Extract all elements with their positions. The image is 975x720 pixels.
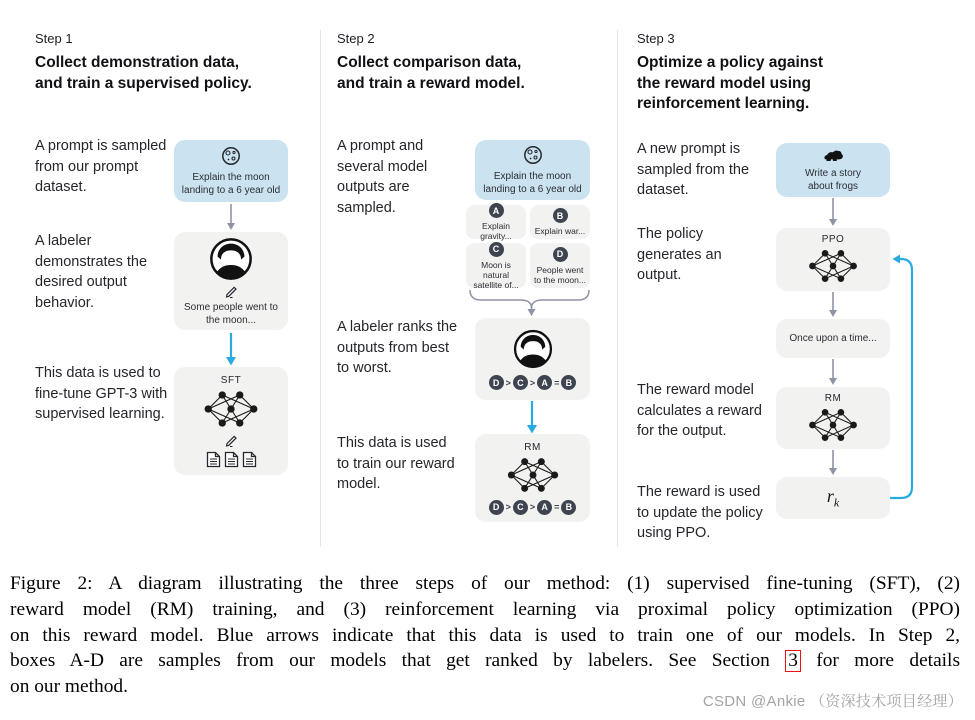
- rm-model-label: RM: [824, 392, 842, 404]
- column-divider-1: [320, 30, 321, 547]
- rank-operator: >: [529, 377, 536, 388]
- rank-operator: =: [554, 377, 560, 388]
- rank-operator: >: [529, 502, 536, 512]
- step3-reward-box: [776, 477, 890, 519]
- sample-a-badge: A: [489, 203, 504, 218]
- step1-train-arrow: [226, 333, 236, 366]
- rm-model-label: RM: [524, 441, 541, 453]
- step2-flow-arrowhead: [528, 309, 536, 316]
- sample-a-label: Explain gravity...: [480, 221, 512, 241]
- sample-b-label: Explain war...: [534, 226, 586, 236]
- step2-label: Step 2: [337, 31, 375, 46]
- step3-ppo-box: [776, 228, 890, 291]
- step3-label: Step 3: [637, 31, 675, 46]
- figure-caption: [10, 571, 960, 700]
- neural-net-icon: [806, 406, 860, 444]
- frog-icon: [822, 148, 844, 163]
- sample-d-badge: D: [553, 247, 568, 262]
- step1-prompt-box: [174, 140, 288, 202]
- step2-title-line2: and train a reward model.: [337, 74, 525, 92]
- step1-title-line1: Collect demonstration data,: [35, 54, 240, 71]
- rank-badge: A: [537, 500, 552, 515]
- ranking-row: [489, 500, 577, 515]
- moon-icon: [220, 145, 242, 167]
- step3-prompt-text: [783, 167, 883, 193]
- rank-operator: =: [554, 502, 560, 512]
- moon-icon: [522, 144, 544, 166]
- step3-caption-prompt: A new prompt is sampled from the dataset.: [637, 141, 750, 198]
- step1-caption-sft: This data is used to fine-tune GPT-3 with supervised learning.: [35, 365, 168, 422]
- caption-line4-pre: boxes A-D are samples from our models that get ranked by labelers. See Section: [10, 650, 786, 672]
- rank-badge: C: [513, 500, 528, 515]
- step2-merge-brace: [470, 290, 589, 310]
- pencil-icon: [224, 434, 238, 447]
- step1-labeler-box: [174, 232, 288, 330]
- step3-flow-arrow-3: [829, 359, 837, 385]
- labeler-avatar-icon: [208, 236, 254, 282]
- step1-flow-arrow-1: [227, 204, 235, 230]
- rank-badge: B: [561, 375, 576, 390]
- rank-operator: >: [505, 377, 511, 388]
- rank-badge: A: [537, 375, 552, 390]
- step3-rm-box: [776, 387, 890, 449]
- caption-line-2: reward model (RM) training, and (3) reinforcement learning via proximal policy optimization (PPO): [10, 598, 960, 620]
- sample-box-a: [466, 205, 526, 239]
- ranking-row: [489, 375, 577, 390]
- step2-prompt-text: Explain the moon landing to a 6 year old: [483, 171, 582, 195]
- step1-prompt-text: Explain the moon landing to a 6 year old: [181, 172, 281, 196]
- step1-sft-box: [174, 367, 288, 475]
- step2-title: [337, 53, 597, 94]
- step1-caption-prompt: A prompt is sampled from our prompt dataset.: [35, 138, 167, 195]
- sample-d-label: People went to the moon...: [534, 264, 586, 285]
- step3-caption-policy: The policy generates an output.: [637, 226, 722, 283]
- rank-badge: B: [561, 500, 576, 515]
- sample-box-b: [530, 205, 590, 239]
- reward-symbol: r: [826, 485, 834, 506]
- step2-caption-rank: A labeler ranks the outputs from best to worst.: [337, 319, 458, 376]
- pencil-icon: [224, 285, 238, 298]
- step3-flow-arrow-2: [829, 292, 837, 317]
- step2-rm-box: [475, 434, 590, 522]
- step3-flow-arrow-4: [829, 450, 837, 475]
- step3-title: [637, 53, 927, 115]
- step2-prompt-box: [475, 140, 590, 200]
- step3-flow-arrow-1: [829, 198, 837, 226]
- documents-icon: [206, 451, 257, 468]
- step3-feedback-loop: [890, 255, 912, 499]
- step3-output-text: Once upon a time...: [789, 333, 877, 344]
- step3-prompt-text-line1: Write a story: [805, 167, 861, 179]
- step3-title-line3: reinforcement learning.: [637, 95, 810, 112]
- reward-subscript: k: [833, 495, 840, 510]
- sft-model-label: SFT: [220, 374, 242, 386]
- step3-prompt-box: [776, 143, 890, 197]
- step1-label: Step 1: [35, 31, 73, 46]
- step3-caption-reward-calc: The reward model calculates a reward for the output.: [637, 382, 762, 439]
- ppo-model-label: PPO: [821, 234, 845, 245]
- section-ref-link[interactable]: 3: [785, 650, 801, 672]
- sample-c-badge: C: [489, 242, 504, 257]
- step3-output-box: [776, 319, 890, 358]
- caption-line-3: on this reward model. Blue arrows indicate that this data is used to train one of our models. In Step 2,: [10, 624, 960, 646]
- step3-title-line1: Optimize a policy against: [637, 54, 824, 71]
- sample-box-d: [530, 243, 590, 288]
- sample-b-badge: B: [553, 208, 568, 223]
- step1-labeler-text: Some people went to the moon...: [184, 301, 278, 326]
- reward-value: [827, 486, 839, 511]
- caption-line-1: Figure 2: A diagram illustrating the three steps of our method: (1) supervised fine-tuning (SFT), (2): [10, 573, 960, 594]
- csdn-watermark: CSDN @Ankie （资深技术项目经理）: [702, 693, 963, 710]
- caption-line4-post: for more details: [800, 650, 960, 672]
- neural-net-icon: [505, 455, 561, 495]
- step2-title-line1: Collect comparison data,: [337, 54, 522, 71]
- neural-net-icon: [806, 247, 860, 285]
- labeler-avatar-icon: [512, 328, 554, 370]
- sample-box-c: [466, 243, 526, 288]
- sample-c-label: Moon is natural satellite of...: [473, 259, 519, 290]
- step1-title-line2: and train a supervised policy.: [35, 74, 252, 92]
- rank-badge: C: [513, 375, 528, 390]
- step2-train-arrow: [527, 401, 537, 434]
- step2-labeler-box: [475, 318, 590, 400]
- neural-net-icon: [202, 388, 260, 430]
- step3-caption-update: The reward is used to update the policy using PPO.: [637, 484, 763, 541]
- caption-line-5: on our method.: [10, 676, 128, 698]
- step1-title: [35, 53, 315, 94]
- step3-prompt-text-line2: about frogs: [807, 180, 859, 192]
- caption-line-4: [10, 648, 960, 674]
- step3-title-line2: the reward model using: [637, 74, 811, 92]
- rank-operator: >: [505, 502, 511, 512]
- rank-badge: D: [489, 375, 504, 390]
- step1-caption-labeler: A labeler demonstrates the desired output behavior.: [35, 233, 148, 311]
- step2-caption-prompt: A prompt and several model outputs are sampled.: [337, 138, 428, 216]
- column-divider-2: [617, 30, 618, 547]
- rank-badge: D: [489, 500, 504, 515]
- step2-caption-rm: This data is used to train our reward model.: [337, 435, 455, 492]
